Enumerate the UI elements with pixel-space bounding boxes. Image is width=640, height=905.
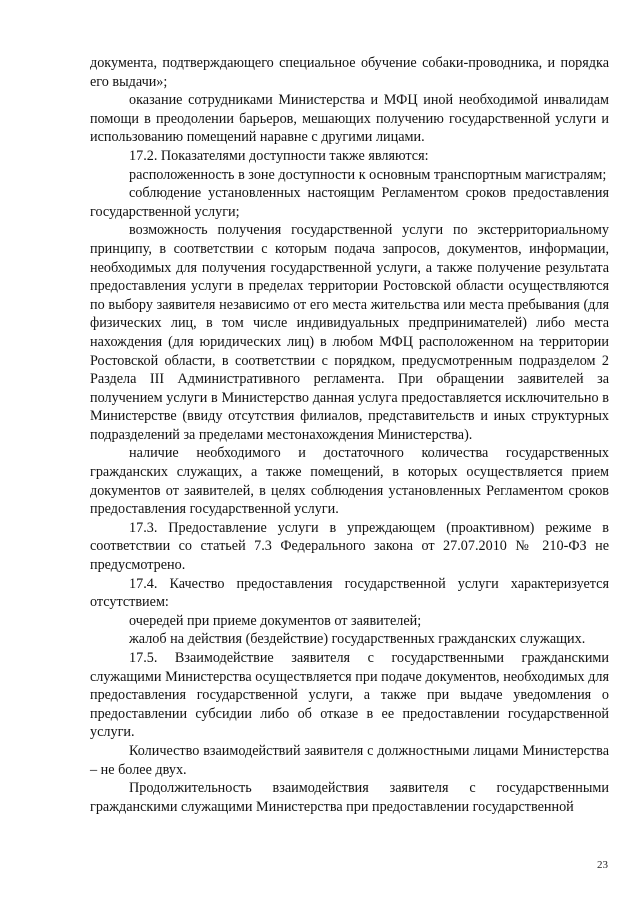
paragraph: наличие необходимого и достаточного количества государственных гражданских служащих, а также помещений, в которых осуществляется прием документов от заявителей, в целях соблюдения установленных Регламентом сроков предоставления государственной услуги. [90,445,609,518]
paragraph: оказание сотрудниками Министерства и МФЦ иной необходимой инвалидам помощи в преодолении барьеров, мешающих получению государственной услуги и использованию помещений наравне с другими лицами. [90,92,609,146]
paragraph: 17.5. Взаимодействие заявителя с государственными гражданскими служащими Министерства осуществляется при подаче документов, необходимых для предоставления государственной услуги, а также при выдаче уведомления о предоставлении субсидии либо об отказе в ее предоставлении государственной услуги. [90,650,609,741]
paragraph: Количество взаимодействий заявителя с должностными лицами Министерства – не более двух. [90,742,609,778]
document-body [90,54,609,816]
paragraph: очередей при приеме документов от заявителей; [129,612,422,629]
paragraph: расположенность в зоне доступности к основным транспортным магистралям; [129,166,607,183]
paragraph: соблюдение установленных настоящим Регламентом сроков предоставления государственной услуги; [90,185,609,220]
paragraph: 17.2. Показателями доступности также являются: [129,147,429,164]
paragraph: жалоб на действия (бездействие) государственных гражданских служащих. [129,631,586,648]
page-number: 23 [597,859,608,871]
paragraph: документа, подтверждающего специальное обучение собаки-проводника, и порядка его выдачи»; [90,55,609,90]
paragraph: Продолжительность взаимодействия заявителя с государственными гражданскими служащими Министерства при предоставлении государственной [90,780,609,815]
paragraph: 17.3. Предоставление услуги в упреждающем (проактивном) режиме в соответствии со статьей 7.3 Федерального закона от 27.07.2010 № 210-ФЗ не предусмотрено. [90,519,609,574]
paragraph: возможность получения государственной услуги по экстерриториальному принципу, в соответствии с которым подача запросов, документов, информации, необходимых для получения государственной услуги, а также получение результата предоставления услуги в пределах территории Ростовской области осуществляются по выбору заявителя независимо от его места жительства или места пребывания (для физических лиц, в том числе индивидуальных предпринимателей) либо места нахождения (для юридических лиц) в любом МФЦ расположенном на территории Ростовской области, в соответствии с порядком, предусмотренным подразделом 2 Раздела III Административного регламента. При обращении заявителей за получением услуги в Министерство данная услуга предоставляется исключительно в Министерстве (ввиду отсутствия филиалов, представительств и иных структурных подразделений за пределами местонахождения Министерства). [90,222,609,443]
paragraph: 17.4. Качество предоставления государственной услуги характеризуется отсутствием: [90,575,609,611]
